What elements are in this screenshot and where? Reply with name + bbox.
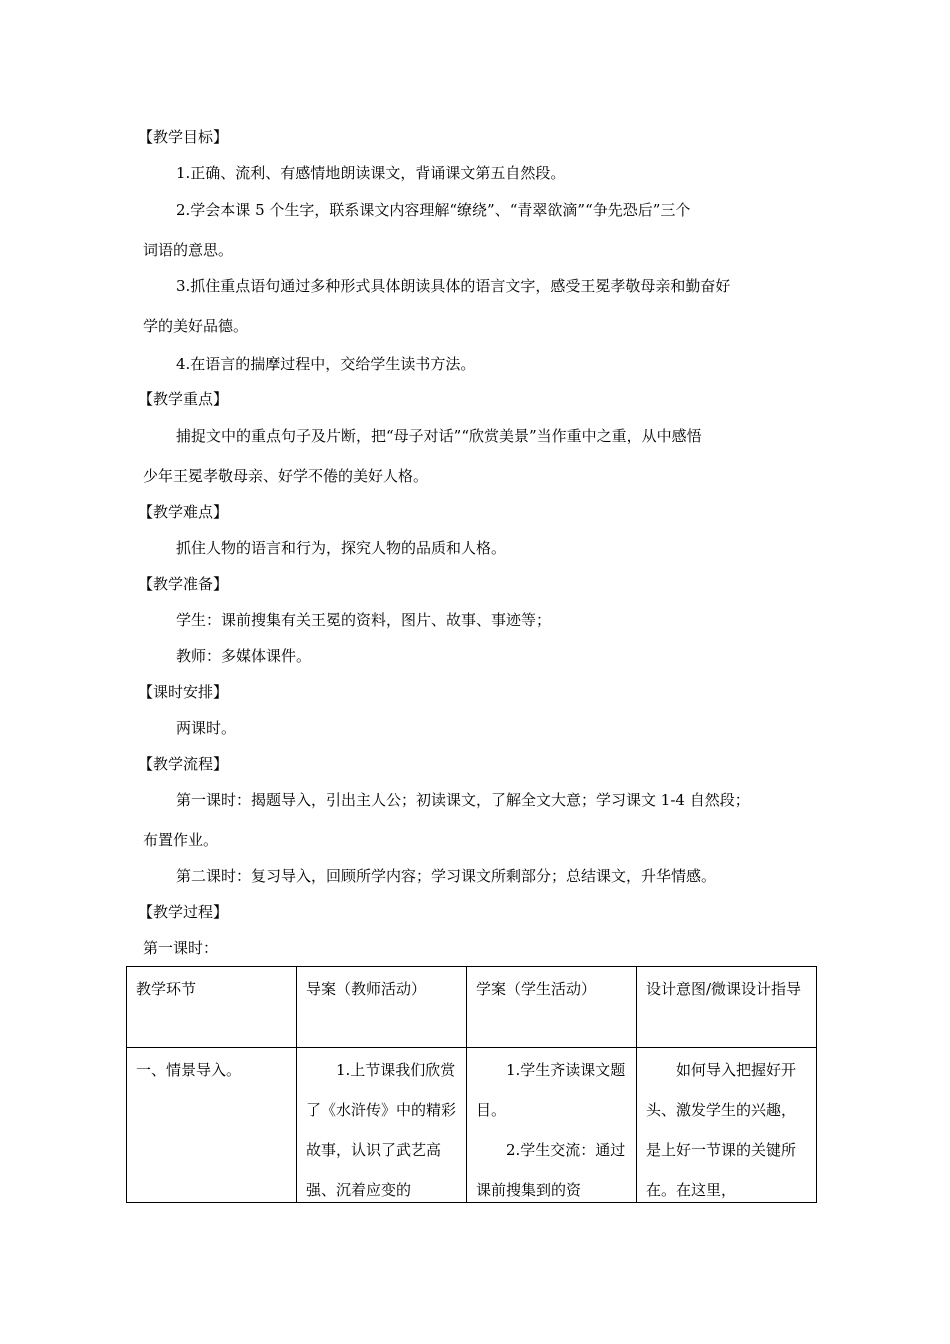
goal-item-2-line-2: 词语的意思。 — [143, 241, 234, 259]
preparation-student: 学生：课前搜集有关王冕的资料，图片、故事、事迹等； — [176, 611, 552, 629]
header-cell-teacher-activity: 导案（教师活动） — [297, 967, 467, 1048]
schedule-line-1: 两课时。 — [176, 719, 237, 737]
goal-item-3-line-1: 3.抓住重点语句通过多种形式具体朗读具体的语言文字，感受王冕孝敬母亲和勤奋好 — [176, 277, 731, 295]
flow-heading: 【教学流程】 — [138, 755, 229, 773]
lesson-plan-table — [126, 966, 817, 1203]
cell-student-activity — [467, 1048, 637, 1203]
cell-teacher-activity: 1.上节课我们欣赏了《水浒传》中的精彩故事，认识了武艺高强、沉着应变的 — [297, 1048, 467, 1203]
schedule-heading: 【课时安排】 — [138, 683, 229, 701]
goal-item-1: 1.正确、流利、有感情地朗读课文，背诵课文第五自然段。 — [176, 164, 566, 182]
header-cell-stage: 教学环节 — [127, 967, 297, 1048]
preparation-heading: 【教学准备】 — [138, 575, 229, 593]
goal-item-3-line-2: 学的美好品德。 — [143, 317, 249, 335]
flow-first-lesson-line-1: 第一课时：揭题导入，引出主人公；初读课文，了解全文大意；学习课文 1-4 自然段； — [176, 791, 750, 809]
key-points-line-1: 捕捉文中的重点句子及片断，把“母子对话”“欣赏美景”当作重中之重，从中感悟 — [176, 427, 702, 445]
difficulties-heading: 【教学难点】 — [138, 503, 229, 521]
goal-item-4: 4.在语言的揣摩过程中，交给学生读书方法。 — [176, 355, 476, 373]
student-activity-paragraph-2: 2.学生交流：通过课前搜集到的资 — [476, 1141, 626, 1199]
key-points-line-2: 少年王冕孝敬母亲、好学不倦的美好人格。 — [143, 467, 429, 485]
header-cell-student-activity: 学案（学生活动） — [467, 967, 637, 1048]
process-heading: 【教学过程】 — [138, 903, 229, 921]
process-first-lesson-label: 第一课时： — [143, 939, 219, 957]
cell-stage: 一、情景导入。 — [127, 1048, 297, 1203]
goals-heading: 【教学目标】 — [138, 128, 229, 146]
flow-second-lesson: 第二课时：复习导入，回顾所学内容；学习课文所剩部分；总结课文，升华情感。 — [176, 867, 717, 885]
table-header-row — [127, 967, 817, 1048]
student-activity-paragraph-1: 1.学生齐读课文题目。 — [476, 1061, 626, 1119]
goal-item-2-line-1: 2.学会本课 5 个生字，联系课文内容理解“缭绕”、“青翠欲滴”“争先恐后”三个 — [176, 201, 691, 219]
table-row — [127, 1048, 817, 1203]
key-points-heading: 【教学重点】 — [138, 390, 229, 408]
flow-first-lesson-line-2: 布置作业。 — [143, 831, 219, 849]
difficulties-line-1: 抓住人物的语言和行为，探究人物的品质和人格。 — [176, 539, 507, 557]
cell-design-intent: 如何导入把握好开头、激发学生的兴趣，是上好一节课的关键所在。在这里， — [637, 1048, 817, 1203]
preparation-teacher: 教师：多媒体课件。 — [176, 647, 312, 665]
header-cell-design-intent: 设计意图/微课设计指导 — [637, 967, 817, 1048]
